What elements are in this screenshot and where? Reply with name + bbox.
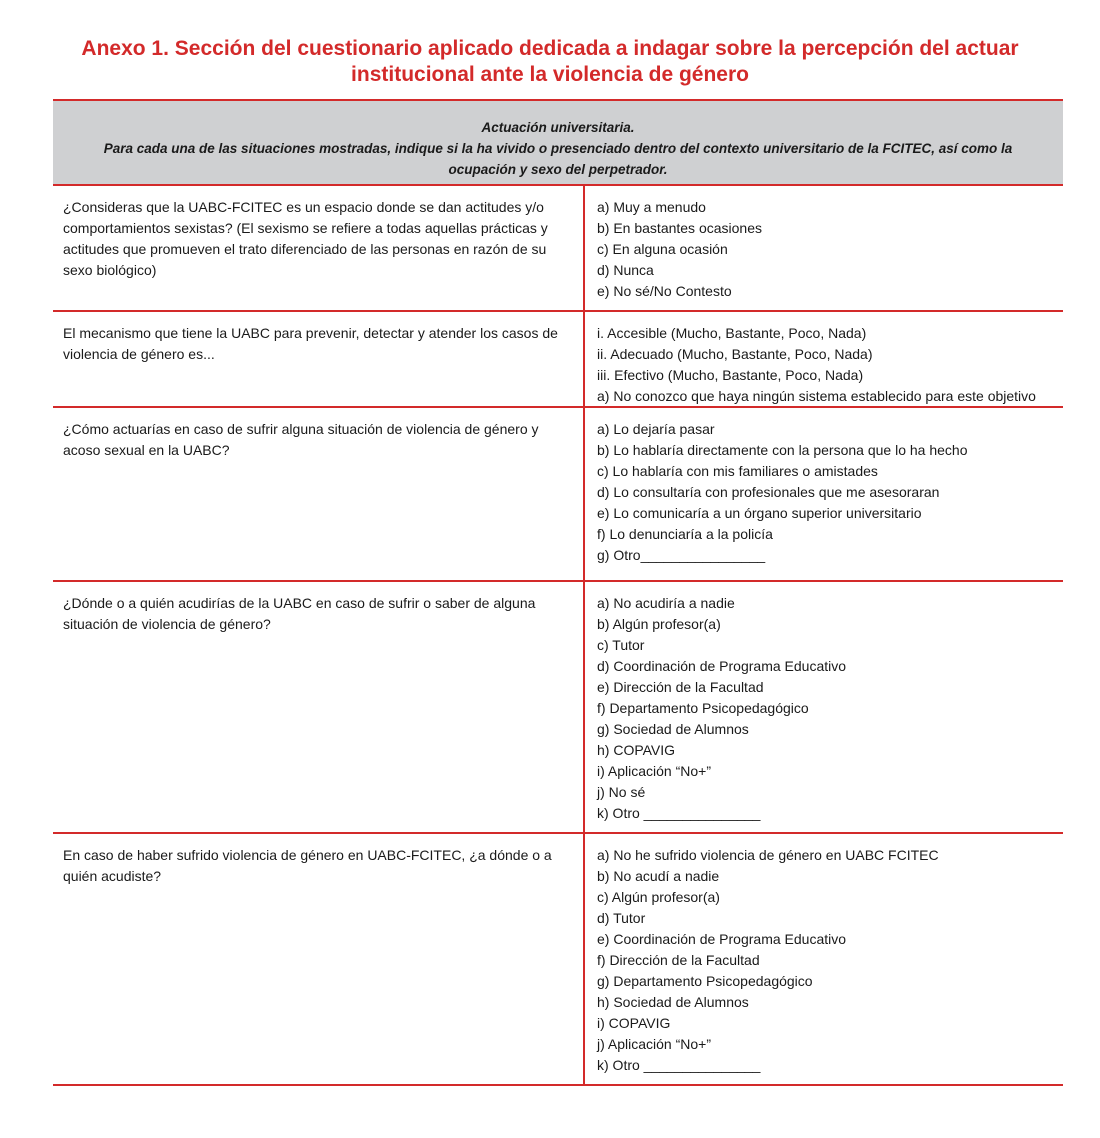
answer-option: i. Accesible (Mucho, Bastante, Poco, Nada) (597, 325, 867, 341)
answer-option: f) Lo denunciaría a la policía (597, 526, 773, 542)
header-line-1: Actuación universitaria. (481, 120, 635, 135)
answer-option: e) No sé/No Contesto (597, 283, 732, 299)
title-line-2: institucional ante la violencia de género (351, 63, 749, 86)
table-row (53, 582, 1063, 834)
answer-option: j) Aplicación “No+” (597, 1036, 711, 1052)
table-row (53, 408, 1063, 582)
answer-option: d) Tutor (597, 910, 646, 926)
answer-option: h) COPAVIG (597, 742, 676, 758)
answer-option: b) Algún profesor(a) (597, 616, 721, 632)
questionnaire-table (53, 99, 1063, 1086)
answer-option: b) No acudí a nadie (597, 868, 720, 884)
answer-option: e) Dirección de la Facultad (597, 679, 764, 695)
header-line-3: ocupación y sexo del perpetrador. (448, 162, 668, 177)
answer-option: b) En bastantes ocasiones (597, 220, 762, 236)
question-text: En caso de haber sufrido violencia de género en UABC-FCITEC, ¿a dónde o a quién acudiste? (63, 847, 552, 884)
answer-option: g) Otro________________ (597, 547, 766, 563)
answer-option: e) Lo comunicaría a un órgano superior universitario (597, 505, 922, 521)
answer-option: a) Muy a menudo (597, 199, 706, 215)
answer-option: c) En alguna ocasión (597, 241, 728, 257)
answer-option: c) Lo hablaría con mis familiares o amistades (597, 463, 878, 479)
answer-option: i) Aplicación “No+” (597, 763, 711, 779)
answer-option: g) Departamento Psicopedagógico (597, 973, 813, 989)
question-text: ¿Cómo actuarías en caso de sufrir alguna situación de violencia de género y acoso sexual en la UABC? (63, 421, 539, 458)
answer-option: h) Sociedad de Alumnos (597, 994, 749, 1010)
answer-option: f) Departamento Psicopedagógico (597, 700, 809, 716)
answer-options (583, 312, 1063, 406)
answer-option: a) Lo dejaría pasar (597, 421, 715, 437)
answer-option: iii. Efectivo (Mucho, Bastante, Poco, Nada) (597, 367, 864, 383)
table-header (53, 101, 1063, 184)
answer-option: k) Otro _______________ (597, 1057, 761, 1073)
answer-options (583, 582, 1063, 832)
title-line-1: Anexo 1. Sección del cuestionario aplicado dedicada a indagar sobre la percepción del actuar (81, 37, 1019, 60)
answer-option: a) No acudiría a nadie (597, 595, 735, 611)
table-body (53, 186, 1063, 1086)
answer-options (583, 408, 1063, 580)
answer-option: d) Nunca (597, 262, 654, 278)
question-text: El mecanismo que tiene la UABC para prevenir, detectar y atender los casos de violencia de género es... (63, 325, 558, 362)
document-title (40, 36, 1060, 88)
question-text: ¿Dónde o a quién acudirías de la UABC en caso de sufrir o saber de alguna situación de violencia de género? (63, 595, 536, 632)
question-text: ¿Consideras que la UABC-FCITEC es un espacio donde se dan actitudes y/o comportamientos sexistas? (El sexismo se refiere a todas aquellas prácticas y actitudes que promueven el trato diferenciado de las personas en razón de su sexo biológico) (63, 199, 548, 278)
table-row (53, 186, 1063, 312)
answer-options (583, 834, 1063, 1084)
answer-option: ii. Adecuado (Mucho, Bastante, Poco, Nada) (597, 346, 873, 362)
answer-option: b) Lo hablaría directamente con la persona que lo ha hecho (597, 442, 968, 458)
answer-option: j) No sé (597, 784, 646, 800)
answer-option: i) COPAVIG (597, 1015, 671, 1031)
answer-option: c) Algún profesor(a) (597, 889, 720, 905)
table-row (53, 834, 1063, 1086)
answer-options (583, 186, 1063, 310)
header-line-2: Para cada una de las situaciones mostradas, indique si la ha vivido o presenciado dentro del contexto universitario de la FCITEC, así como la (103, 141, 1013, 156)
answer-option: c) Tutor (597, 637, 645, 653)
answer-option: d) Coordinación de Programa Educativo (597, 658, 847, 674)
answer-option: f) Dirección de la Facultad (597, 952, 760, 968)
answer-option: a) No conozco que haya ningún sistema establecido para este objetivo (597, 388, 1036, 404)
answer-option: g) Sociedad de Alumnos (597, 721, 749, 737)
answer-option: e) Coordinación de Programa Educativo (597, 931, 847, 947)
answer-option: d) Lo consultaría con profesionales que me asesoraran (597, 484, 940, 500)
answer-option: k) Otro _______________ (597, 805, 761, 821)
answer-option: a) No he sufrido violencia de género en UABC FCITEC (597, 847, 939, 863)
table-row (53, 312, 1063, 408)
